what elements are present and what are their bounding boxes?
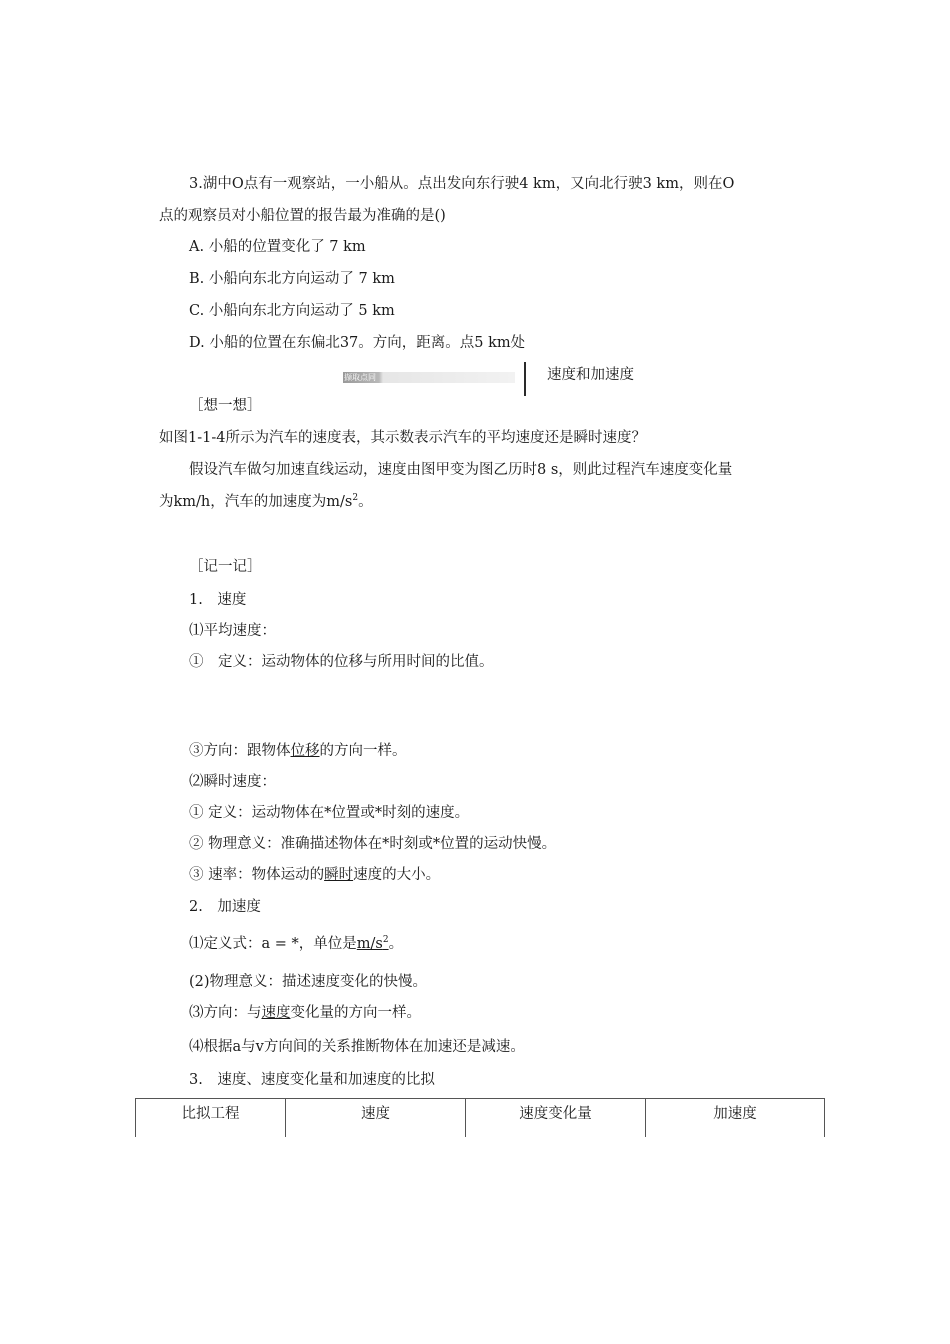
think-line-3 [159, 492, 373, 512]
comparison-table [135, 1098, 825, 1137]
option-c: C. 小船向东北方向运动了 5 km [189, 303, 395, 319]
think-line-3-sup: 2 [352, 493, 359, 503]
avg-dir-suffix: 的方向一样。 [319, 743, 407, 759]
think-line-2: 假设汽车做匀加速直线运动，速度由图甲变为图乙历时8 s，则此过程汽车速度变化量 [189, 462, 733, 478]
table-header-cell: 速度变化量 [466, 1099, 646, 1138]
acc-unit-text: m/s [356, 936, 383, 952]
section-banner-tag: 撷取点同 [344, 373, 376, 382]
option-b: B. 小船向东北方向运动了 7 km [189, 271, 395, 287]
think-line-3-end: 。 [358, 494, 373, 510]
question-stem-line-1: 3.湖中O点有一观察站，一小船从。点出发向东行驶4 km，又向北行驶3 km，则在O [189, 176, 735, 192]
speed-underline: 瞬时 [324, 867, 354, 883]
acceleration-definition [189, 934, 403, 954]
option-d: D. 小船的位置在东偏北37。方向，距离。点5 km处 [189, 335, 526, 351]
think-line-1: 如图1-1-4所示为汽车的速度表，其示数表示汽车的平均速度还是瞬时速度？ [159, 430, 646, 446]
section-1-title: 1. 速度 [189, 592, 247, 608]
question-stem-line-2: 点的观察员对小船位置的报告最为准确的是() [159, 208, 446, 224]
table-header-cell: 速度 [286, 1099, 466, 1138]
table-header-row [136, 1099, 825, 1138]
acc-def-prefix: ⑴定义式：a = *，单位是 [189, 936, 357, 952]
remember-heading: ［记一记］ [189, 559, 262, 575]
acc-def-suffix: 。 [388, 936, 404, 952]
instant-velocity-meaning: ② 物理意义：准确描述物体在*时刻或*位置的运动快慢。 [189, 836, 557, 852]
instant-velocity-title: ⑵瞬时速度： [189, 774, 276, 790]
table-header-cell: 加速度 [646, 1099, 825, 1138]
option-a: A. 小船的位置变化了 7 km [189, 239, 366, 255]
avg-dir-prefix: ③方向：跟物体 [189, 743, 291, 759]
section-divider [524, 362, 526, 396]
speed-prefix: ③ 速率：物体运动的 [189, 867, 325, 883]
acc-dir-underline: 速度 [261, 1005, 291, 1021]
speed-suffix: 速度的大小。 [353, 867, 441, 883]
section-3-title: 3. 速度、速度变化量和加速度的比拟 [189, 1072, 435, 1088]
acceleration-meaning: (2)物理意义：描述速度变化的快慢。 [189, 974, 428, 990]
think-line-3-text: 为km/h，汽车的加速度为m/s [159, 494, 353, 510]
acc-unit-sup: 2 [382, 935, 389, 945]
section-2-title: 2. 加速度 [189, 899, 261, 915]
instant-velocity-definition: ① 定义：运动物体在*位置或*时刻的速度。 [189, 805, 470, 821]
acceleration-direction [189, 1003, 421, 1023]
average-velocity-direction [189, 741, 407, 761]
section-title: 速度和加速度 [547, 367, 634, 383]
speed-definition [189, 865, 440, 885]
average-velocity-definition: ① 定义：运动物体的位移与所用时间的比值。 [189, 654, 494, 670]
average-velocity-title: ⑴平均速度： [189, 623, 276, 639]
acc-dir-suffix: 变化量的方向一样。 [290, 1005, 421, 1021]
think-heading: ［想一想］ [189, 398, 262, 414]
table-header-cell: 比拟工程 [136, 1099, 286, 1138]
acc-dir-prefix: ⑶方向：与 [189, 1005, 262, 1021]
acc-unit [357, 936, 389, 952]
acceleration-judgement: ⑷根据a与v方向间的关系推断物体在加速还是减速。 [189, 1039, 525, 1055]
avg-dir-underline: 位移 [290, 743, 320, 759]
